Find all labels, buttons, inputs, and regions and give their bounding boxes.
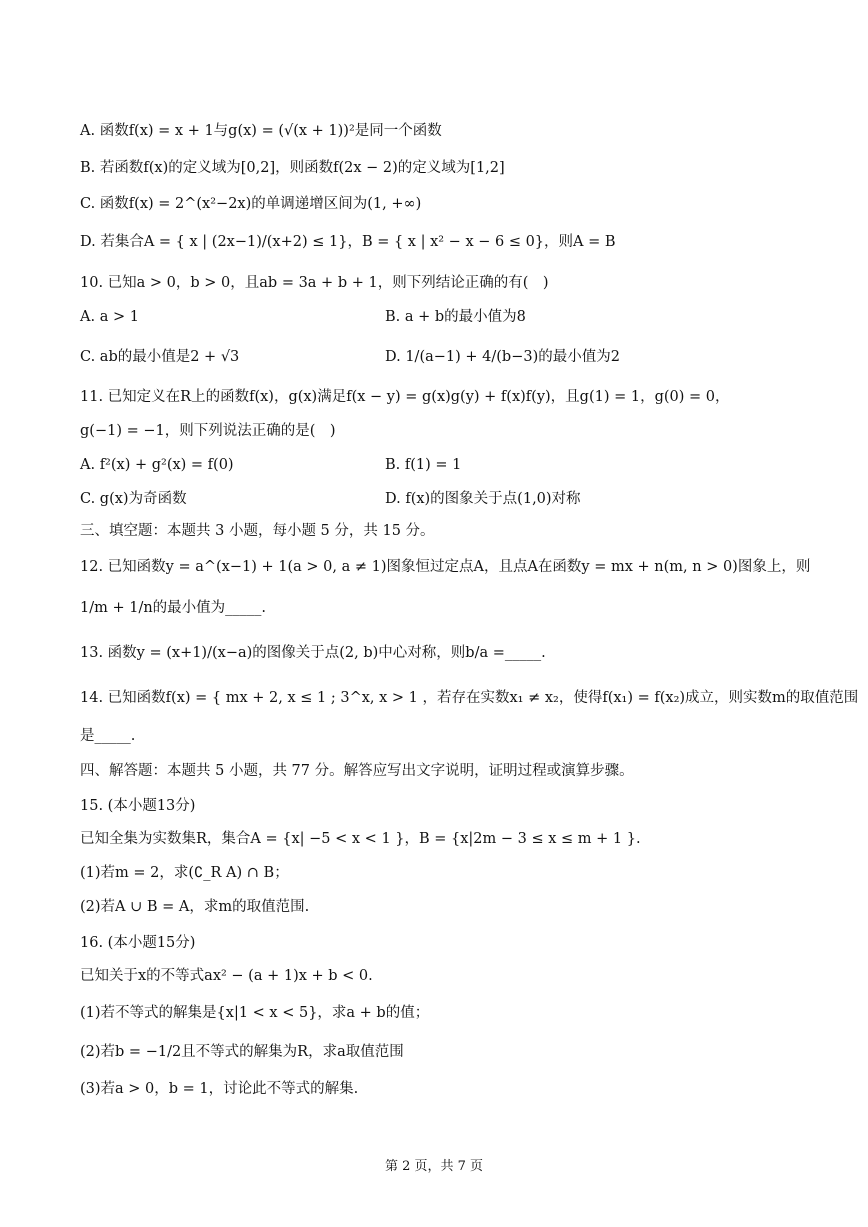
- question-13: 13. 函数y = (x+1)/(x−a)的图像关于点(2, b)中心对称，则b/a =_____.: [80, 645, 546, 661]
- question-16-part-3: (3)若a > 0，b = 1，讨论此不等式的解集.: [80, 1081, 359, 1097]
- question-12-line-1: 12. 已知函数y = a^(x−1) + 1(a > 0, a ≠ 1)图象恒过定点A，且点A在函数y = mx + n(m, n > 0)图象上，则: [80, 559, 811, 575]
- question-15-header: 15. (本小题13分): [80, 798, 196, 814]
- question-11-line-2: g(−1) = −1，则下列说法正确的是( ): [80, 423, 336, 439]
- question-16-part-1: (1)若不等式的解集是{x|1 < x < 5}，求a + b的值；: [80, 1005, 430, 1021]
- question-10: 10. 已知a > 0，b > 0，且ab = 3a + b + 1，则下列结论正确的有( ): [80, 275, 549, 291]
- question-14-line-1: 14. 已知函数f(x) = { mx + 2, x ≤ 1 ; 3^x, x > 1 ，若存在实数x₁ ≠ x₂，使得f(x₁) = f(x₂)成立，则实数m的取值范围: [80, 690, 859, 706]
- q11-option-c: C. g(x)为奇函数: [80, 491, 187, 507]
- q10-option-c: C. ab的最小值是2 + √3: [80, 349, 240, 365]
- question-16-stem: 已知关于x的不等式ax² − (a + 1)x + b < 0.: [80, 968, 373, 984]
- question-15-part-2: (2)若A ∪ B = A，求m的取值范围.: [80, 899, 310, 915]
- section-3-heading: 三、填空题：本题共 3 小题，每小题 5 分，共 15 分。: [80, 523, 435, 539]
- q11-option-d: D. f(x)的图象关于点(1,0)对称: [385, 491, 581, 507]
- section-4-heading: 四、解答题：本题共 5 小题，共 77 分。解答应写出文字说明，证明过程或演算步骤。: [80, 763, 634, 779]
- question-12-line-2: 1/m + 1/n的最小值为_____.: [80, 600, 267, 616]
- q10-option-d: D. 1/(a−1) + 4/(b−3)的最小值为2: [385, 349, 620, 365]
- q11-option-b: B. f(1) = 1: [385, 457, 462, 473]
- q9-option-b: B. 若函数f(x)的定义域为[0,2]，则函数f(2x − 2)的定义域为[1,2]: [80, 160, 505, 176]
- q9-option-c: C. 函数f(x) = 2^(x²−2x)的单调递增区间为(1, +∞): [80, 196, 422, 212]
- q10-option-a: A. a > 1: [80, 309, 139, 325]
- page-footer: 第 2 页，共 7 页: [384, 1159, 484, 1174]
- question-14-line-2: 是_____.: [80, 728, 136, 744]
- question-16-part-2: (2)若b = −1/2且不等式的解集为R，求a取值范围: [80, 1044, 404, 1060]
- q11-option-a: A. f²(x) + g²(x) = f(0): [80, 457, 234, 473]
- q9-option-d: D. 若集合A = { x | (2x−1)/(x+2) ≤ 1}，B = { x | x² − x − 6 ≤ 0}，则A = B: [80, 234, 616, 250]
- question-16-header: 16. (本小题15分): [80, 935, 196, 951]
- q10-option-b: B. a + b的最小值为8: [385, 309, 526, 325]
- question-15-part-1: (1)若m = 2，求(∁_R A) ∩ B；: [80, 865, 289, 881]
- question-15-stem: 已知全集为实数集R，集合A = {x| −5 < x < 1 }，B = {x|2m − 3 ≤ x ≤ m + 1 }.: [80, 831, 641, 847]
- q9-option-a: A. 函数f(x) = x + 1与g(x) = (√(x + 1))²是同一个函数: [80, 123, 442, 139]
- question-11-line-1: 11. 已知定义在R上的函数f(x)，g(x)满足f(x − y) = g(x)g(y) + f(x)f(y)，且g(1) = 1，g(0) = 0，: [80, 389, 730, 405]
